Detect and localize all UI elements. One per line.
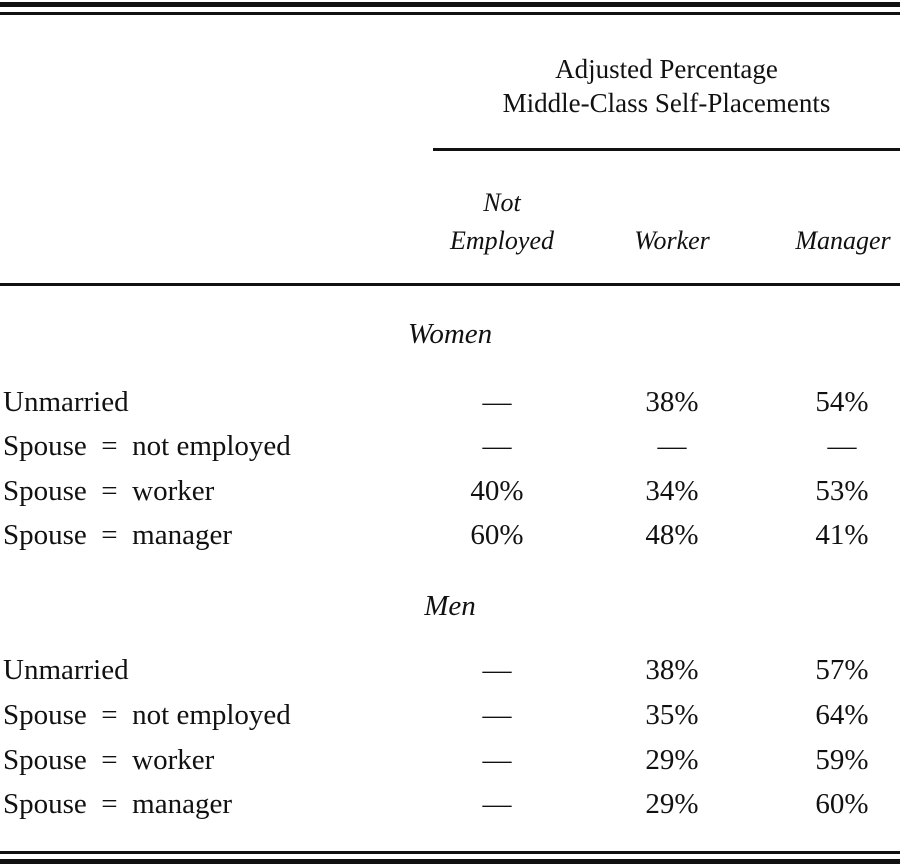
column-header-not-employed-line2: Employed [450,226,554,255]
cell-not-employed: — [482,699,512,731]
cell-not-employed: — [482,430,512,462]
table-row [0,469,900,514]
cell-not-employed: — [482,386,512,418]
cell-worker: — [657,430,687,462]
row-label: Spouse = worker [3,744,215,776]
row-label: Spouse = manager [3,788,232,820]
spanner-line-1: Adjusted Percentage [555,54,778,84]
bottom-double-rule-upper [0,851,900,854]
row-label: Unmarried [3,654,129,686]
column-header-manager [776,222,900,260]
section-title-women: Women [407,318,493,350]
top-double-rule-lower [0,12,900,15]
cell-manager: 57% [815,654,869,686]
column-header-manager-label: Manager [795,226,891,255]
column-header-worker [602,222,742,260]
table-row [0,424,900,469]
cell-manager: 64% [815,699,869,731]
cell-worker: 34% [645,475,699,507]
column-header-worker-label: Worker [634,226,710,255]
table-row [0,513,900,558]
table-row [0,782,900,827]
cell-manager: 41% [815,519,869,551]
column-spanner-heading [433,52,900,120]
cell-not-employed: 60% [470,519,524,551]
cell-manager: 60% [815,788,869,820]
cell-not-employed: — [482,744,512,776]
spanner-line-2: Middle-Class Self-Placements [502,88,831,118]
section-title-men: Men [424,590,476,622]
table-row [0,380,900,425]
column-header-not-employed [432,184,572,260]
cell-not-employed: — [482,788,512,820]
cell-not-employed: — [482,654,512,686]
row-label: Spouse = not employed [3,699,291,731]
bottom-double-rule-lower [0,859,900,864]
spanner-rule [433,148,900,151]
cell-worker: 38% [645,386,699,418]
row-label: Spouse = not employed [3,430,291,462]
row-label: Spouse = worker [3,475,215,507]
column-header-not-employed-line1: Not [483,188,521,217]
table-row [0,648,900,693]
header-rule [0,283,900,286]
cell-worker: 35% [645,699,699,731]
cell-worker: 29% [645,744,699,776]
table-row [0,693,900,738]
cell-manager: — [827,430,857,462]
top-double-rule-upper [0,2,900,7]
cell-manager: 53% [815,475,869,507]
cell-not-employed: 40% [470,475,524,507]
cell-worker: 48% [645,519,699,551]
row-label: Spouse = manager [3,519,232,551]
cell-manager: 54% [815,386,869,418]
cell-manager: 59% [815,744,869,776]
table-row [0,738,900,783]
cell-worker: 38% [645,654,699,686]
cell-worker: 29% [645,788,699,820]
row-label: Unmarried [3,386,129,418]
